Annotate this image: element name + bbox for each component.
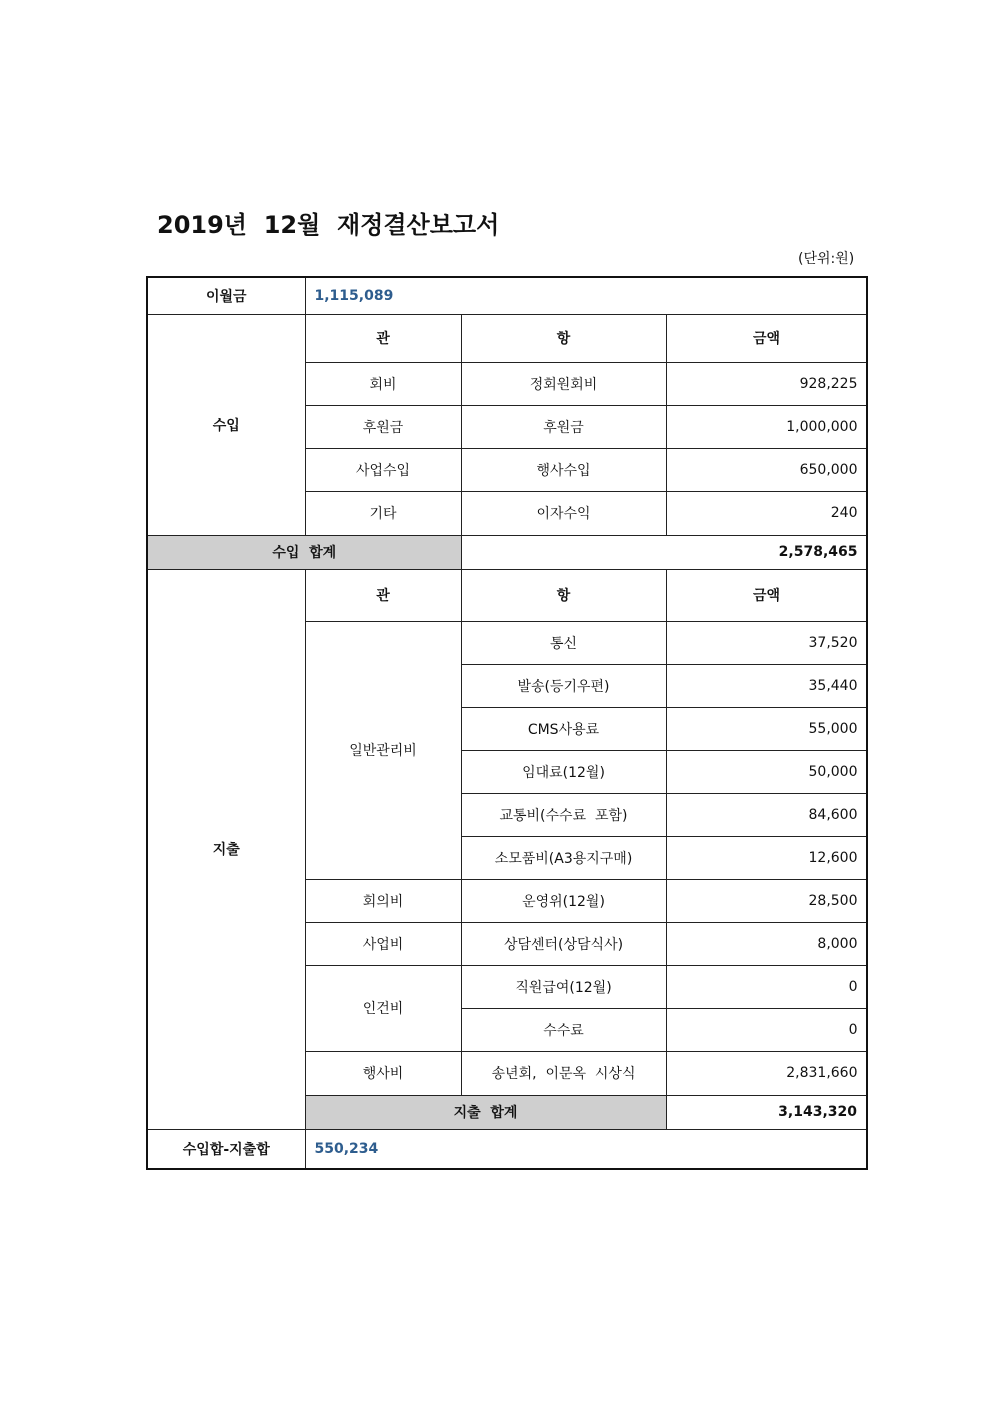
hang-cell: 이자수익 (461, 491, 666, 535)
income-total-value: 2,578,465 (461, 535, 867, 569)
header-hang: 항 (461, 314, 666, 362)
amount-cell: 8,000 (666, 922, 867, 965)
hang-cell: 통신 (461, 621, 666, 664)
gwan-cell: 사업비 (305, 922, 461, 965)
amount-cell: 928,225 (666, 362, 867, 405)
balance-label: 수입합-지출합 (147, 1129, 305, 1169)
balance-value: 550,234 (305, 1129, 867, 1169)
header-hang: 항 (461, 569, 666, 621)
page-title: 2019년 12월 재정결산보고서 (157, 211, 500, 239)
carryover-row (147, 277, 867, 314)
amount-cell: 37,520 (666, 621, 867, 664)
income-label: 수입 (147, 314, 305, 535)
hang-cell: 후원금 (461, 405, 666, 448)
hang-cell: 운영위(12월) (461, 879, 666, 922)
hang-cell: 소모품비(A3용지구매) (461, 836, 666, 879)
amount-cell: 50,000 (666, 750, 867, 793)
gwan-cell: 행사비 (305, 1051, 461, 1095)
hang-cell: 교통비(수수료 포함) (461, 793, 666, 836)
hang-cell: 발송(등기우편) (461, 664, 666, 707)
gwan-cell: 후원금 (305, 405, 461, 448)
expense-header-row (147, 569, 867, 621)
header-gwan: 관 (305, 569, 461, 621)
gwan-cell: 기타 (305, 491, 461, 535)
header-amount: 금액 (666, 314, 867, 362)
gwan-cell: 회비 (305, 362, 461, 405)
income-total-label: 수입 합계 (147, 535, 461, 569)
expense-total-label: 지출 합계 (305, 1095, 666, 1129)
gwan-cell: 인건비 (305, 965, 461, 1051)
amount-cell: 650,000 (666, 448, 867, 491)
income-total-row (147, 535, 867, 569)
hang-cell: CMS사용료 (461, 707, 666, 750)
hang-cell: 행사수입 (461, 448, 666, 491)
header-gwan: 관 (305, 314, 461, 362)
expense-total-value: 3,143,320 (666, 1095, 867, 1129)
amount-cell: 0 (666, 965, 867, 1008)
amount-cell: 1,000,000 (666, 405, 867, 448)
header-amount: 금액 (666, 569, 867, 621)
carryover-label: 이월금 (147, 277, 305, 314)
income-header-row (147, 314, 867, 362)
amount-cell: 0 (666, 1008, 867, 1051)
hang-cell: 상담센터(상담식사) (461, 922, 666, 965)
gwan-cell: 회의비 (305, 879, 461, 922)
amount-cell: 55,000 (666, 707, 867, 750)
gwan-cell: 사업수입 (305, 448, 461, 491)
carryover-value: 1,115,089 (305, 277, 867, 314)
amount-cell: 84,600 (666, 793, 867, 836)
hang-cell: 수수료 (461, 1008, 666, 1051)
amount-cell: 2,831,660 (666, 1051, 867, 1095)
hang-cell: 송년회, 이문옥 시상식 (461, 1051, 666, 1095)
hang-cell: 정회원회비 (461, 362, 666, 405)
hang-cell: 임대료(12월) (461, 750, 666, 793)
unit-note: (단위:원) (798, 251, 855, 267)
finance-report-table (146, 276, 868, 1170)
hang-cell: 직원급여(12월) (461, 965, 666, 1008)
amount-cell: 28,500 (666, 879, 867, 922)
gwan-cell: 일반관리비 (305, 621, 461, 879)
amount-cell: 240 (666, 491, 867, 535)
amount-cell: 35,440 (666, 664, 867, 707)
expense-label: 지출 (147, 569, 305, 1129)
balance-row (147, 1129, 867, 1169)
amount-cell: 12,600 (666, 836, 867, 879)
